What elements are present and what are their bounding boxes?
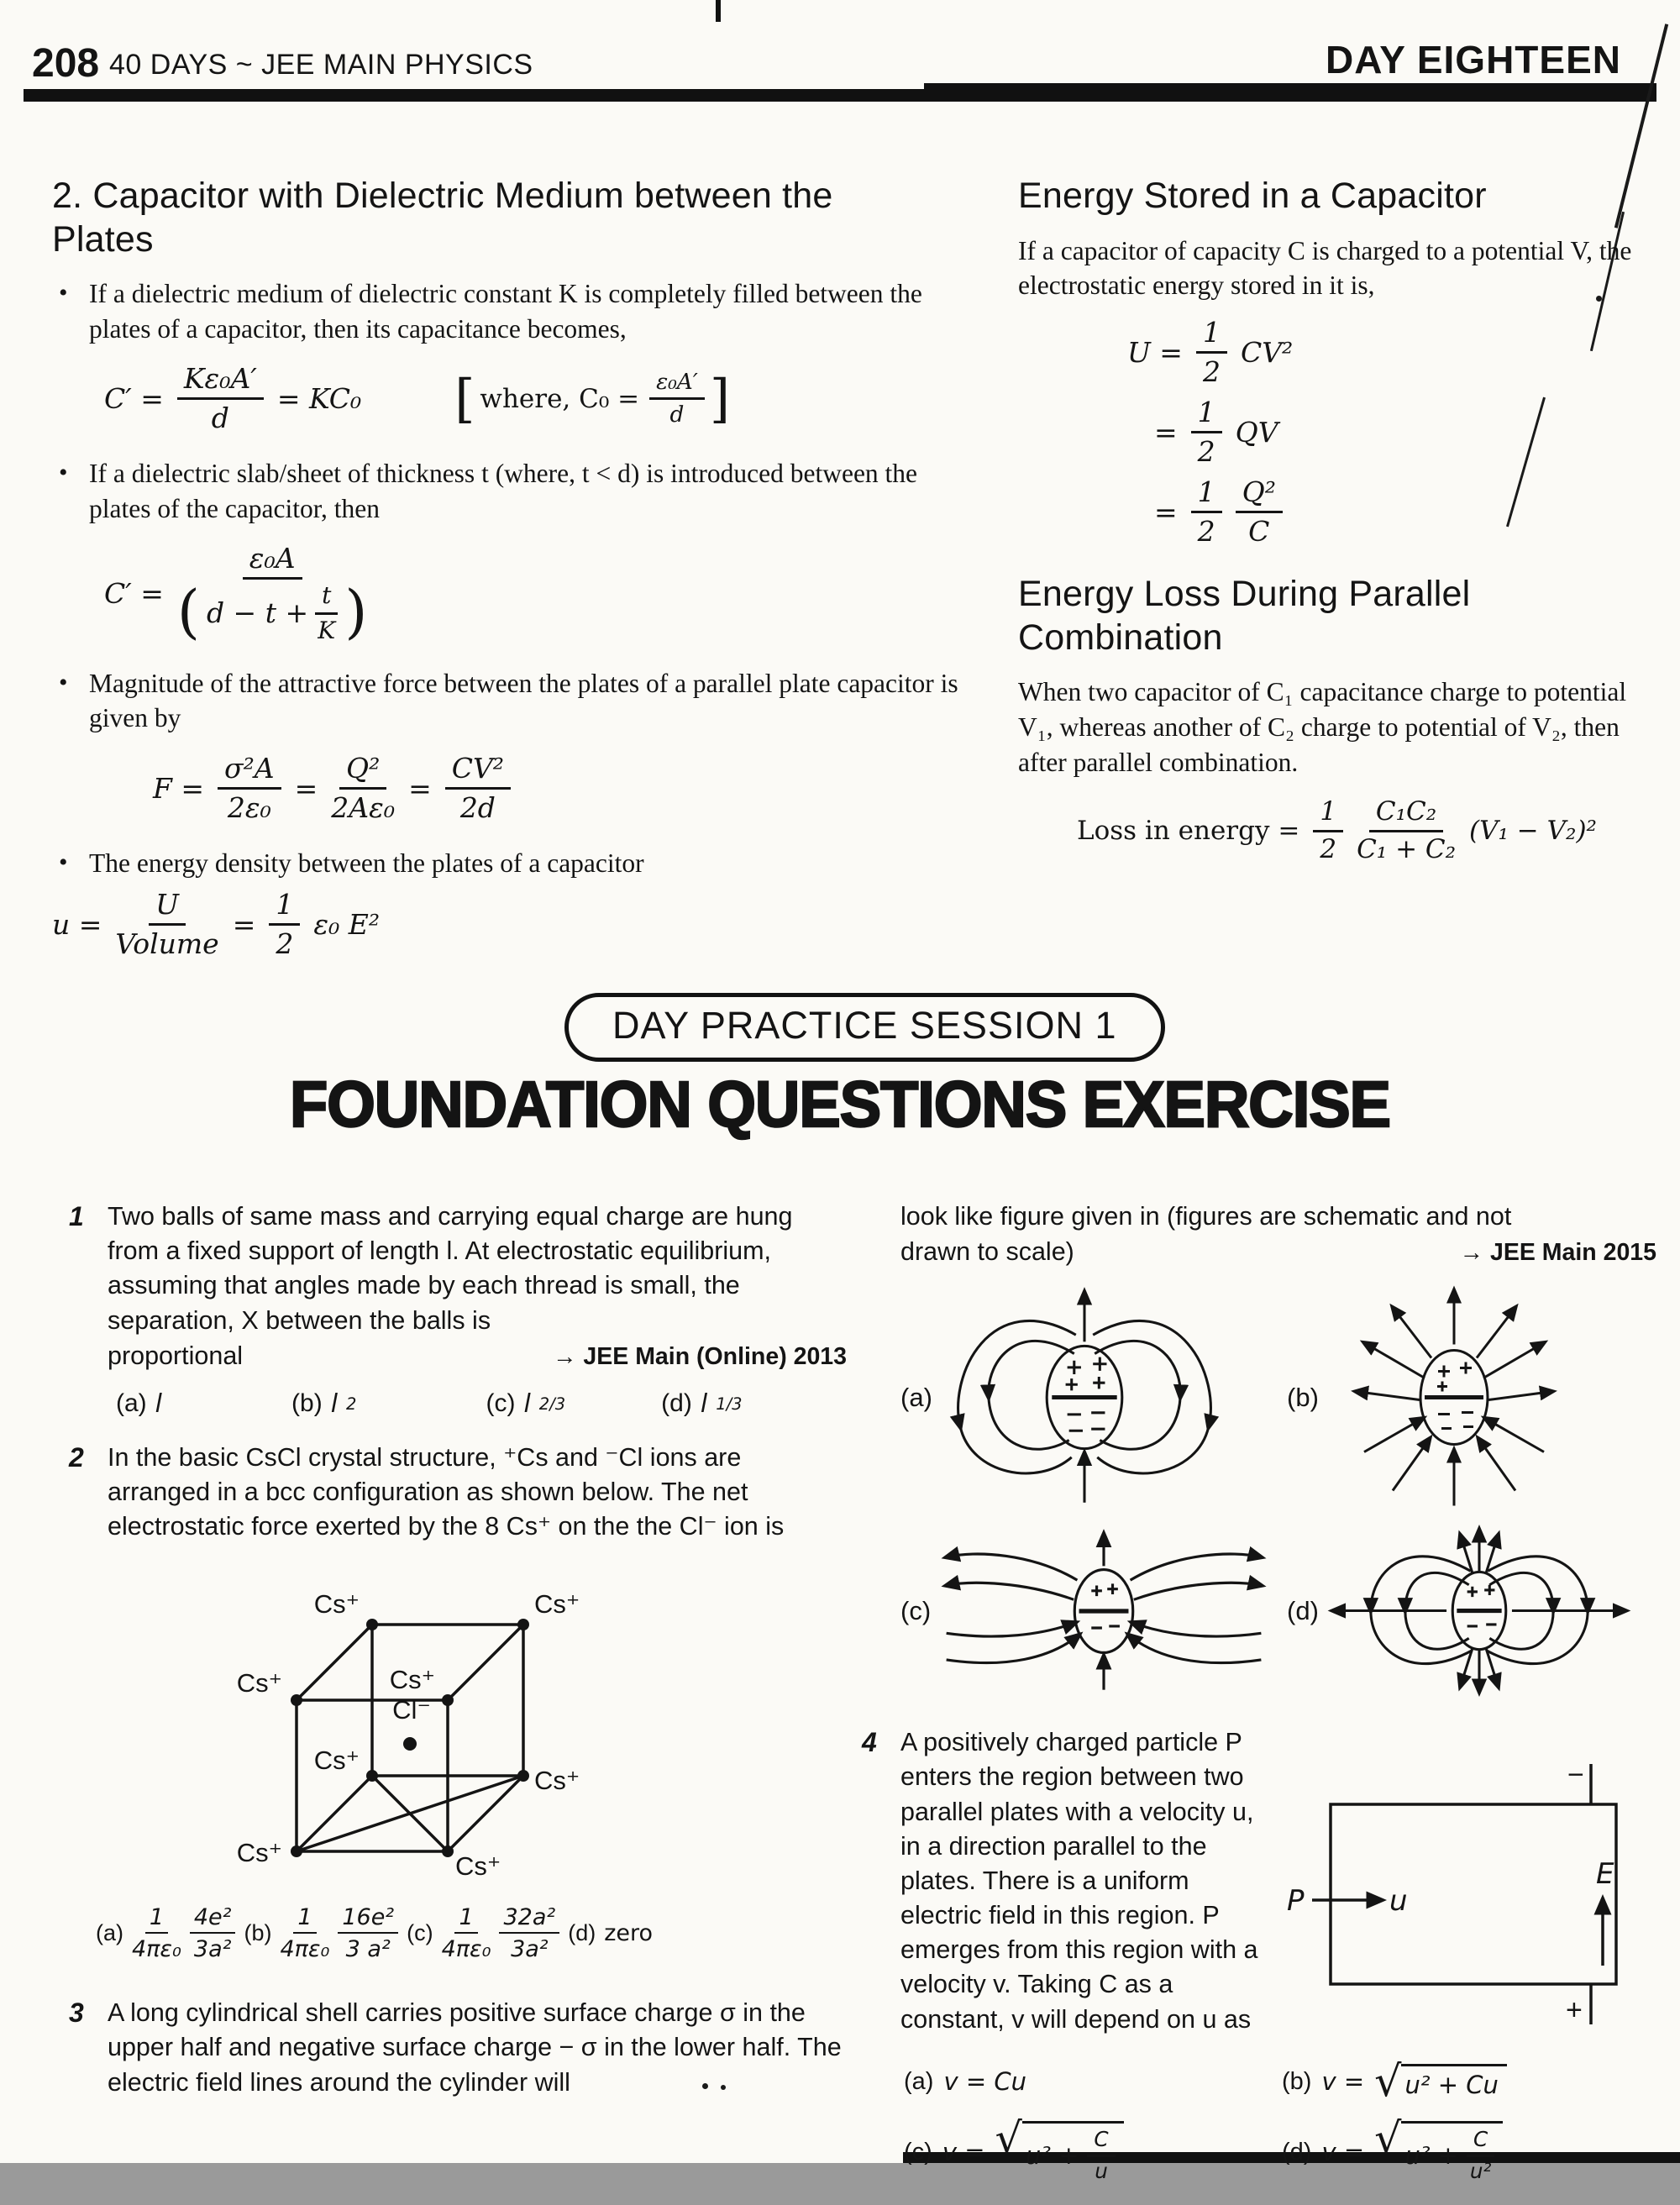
question-2 bbox=[69, 1441, 847, 1963]
figure-c bbox=[900, 1525, 1287, 1697]
velocity-label: u bbox=[1389, 1884, 1408, 1919]
formula-energy-loss: Loss in energy = $\frac{1}{2}$ $\frac{\text{C₁C₂}}{\text{C₁ + C₂}}$ (V₁ − V₂)² bbox=[1077, 795, 1597, 864]
theory-left-column bbox=[52, 175, 959, 982]
formula-energy-q2c: = $\frac{1}{2}$ $\frac{\text{Q²}}{C}$ bbox=[1154, 476, 1656, 548]
option-d: (d) v = √ u² + $\frac{C}{\text{u²}}$ bbox=[1282, 2121, 1643, 2183]
cs-ion-label: Cs⁺ bbox=[534, 1589, 580, 1620]
bullet-icon: • bbox=[59, 459, 68, 487]
book-title: 40 DAYS ~ JEE MAIN PHYSICS bbox=[109, 49, 533, 81]
formula-attractive-force: F = $\frac{\text{σ²A}}{\text{2ε₀}}$ = $\frac{\text{Q²}}{\text{2Aε₀}}$ = $\frac{\text{CV²}}{2d}$ bbox=[153, 753, 959, 824]
figure-a-field-lines-svg bbox=[937, 1282, 1231, 1513]
where-text: where, C₀ = bbox=[480, 383, 640, 414]
formula-lhs: C′ = bbox=[104, 382, 164, 416]
figure-b-label: (b) bbox=[1287, 1382, 1319, 1412]
fraction: $\frac{\text{Q²}}{\text{2Aε₀}}$ bbox=[331, 751, 396, 824]
field-label: E bbox=[1596, 1857, 1614, 1892]
jee-source-tag: → JEE Main (Online) 2013 bbox=[552, 1342, 847, 1370]
question-text: In the basic CsCl crystal structure, ⁺Cs and ⁻Cl ions are arranged in a bcc configuration as shown below. The net electrostatic force exerted by the 8 Cs⁺ on the the Cl⁻ ion is bbox=[108, 1442, 785, 1541]
formula-rhs: = KC₀ bbox=[276, 382, 362, 416]
formula-energy-cv2: U = $\frac{1}{2}$ CV² bbox=[1127, 316, 1294, 389]
fraction: $\frac{1}{2}$ bbox=[269, 889, 300, 960]
option-a: (a) v = Cu bbox=[904, 2067, 1026, 2097]
practice-session-badge: DAY PRACTICE SESSION 1 bbox=[564, 993, 1165, 1062]
cs-ion-label: Cs⁺ bbox=[236, 1668, 282, 1698]
right-paren: ) bbox=[344, 579, 368, 647]
plus-terminal-label: + bbox=[1566, 1994, 1583, 2027]
option-a: (a) l bbox=[116, 1389, 163, 1419]
fraction: $\frac{\text{C₁C₂}}{\text{C₁ + C₂}}$ bbox=[1357, 795, 1457, 864]
option-c: (c) l 2/3 bbox=[486, 1389, 566, 1419]
fraction: $\frac{1}{2}$ bbox=[1191, 476, 1222, 548]
bullet-icon: • bbox=[59, 279, 68, 307]
jee-source-tag: → JEE Main 2015 bbox=[1459, 1239, 1656, 1267]
cs-ion-label: Cs⁺ bbox=[455, 1851, 501, 1882]
cs-ion-label: Cs⁺ bbox=[389, 1665, 435, 1695]
bullet-text: If a dielectric medium of dielectric constant K is completely filled between the plates of a capacitor, then its capacitance becomes, bbox=[89, 279, 922, 344]
question-number: 3 bbox=[69, 1998, 84, 2029]
option-c: (c) $\frac{1}{\text{4πε₀}}$ $\frac{\text{32a²}}{\text{3a²}}$ bbox=[407, 1904, 559, 1962]
figure-a-label: (a) bbox=[900, 1382, 932, 1412]
formula-lhs: F = bbox=[153, 771, 205, 805]
section-heading-energy-stored: Energy Stored in a Capacitor bbox=[1018, 176, 1487, 216]
question-1 bbox=[69, 1200, 847, 1419]
day-label: DAY EIGHTEEN bbox=[1326, 38, 1621, 81]
fraction: $\frac{\text{σ²A}}{\text{2ε₀}}$ bbox=[218, 753, 281, 824]
paragraph: When two capacitor of C₁ capacitance charge to potential V₁, whereas another of C₂ charge to potential of V₂, then after parallel combination. bbox=[1018, 677, 1627, 777]
theory-right-column bbox=[1018, 175, 1656, 864]
question-3-continuation bbox=[900, 1200, 1656, 1267]
figure-c-field-lines-svg bbox=[936, 1527, 1272, 1695]
field-line-figures bbox=[900, 1282, 1656, 1697]
formula-energy-qv: = $\frac{1}{2}$ QV bbox=[1154, 396, 1278, 469]
formula-capacitance-with-slab bbox=[104, 542, 959, 647]
page-number: 208 bbox=[32, 41, 100, 86]
questions-left-column bbox=[69, 1200, 847, 2122]
option-a: (a) $\frac{1}{\text{4πε₀}}$ $\frac{\text{4e²}}{\text{3a²}}$ bbox=[96, 1904, 235, 1962]
option-b: (b) l 2 bbox=[291, 1389, 357, 1419]
figure-d-label: (d) bbox=[1287, 1595, 1319, 1625]
fraction: $\frac{C}{u}$ bbox=[1087, 2128, 1115, 2183]
right-bracket: ] bbox=[709, 367, 731, 429]
section-heading-capacitor-dielectric: 2. Capacitor with Dielectric Medium between the Plates bbox=[52, 176, 833, 260]
question-4 bbox=[862, 1725, 1656, 2183]
figure-d bbox=[1287, 1525, 1656, 1697]
fraction: $\frac{\text{Q²}}{C}$ bbox=[1236, 476, 1283, 548]
particle-label: P bbox=[1287, 1884, 1305, 1919]
where-note bbox=[454, 367, 731, 429]
parallel-plates-figure bbox=[1278, 1756, 1656, 2037]
question-number: 4 bbox=[862, 1727, 877, 1758]
continuation-text-2: drawn to scale) bbox=[900, 1237, 1074, 1267]
formula-rhs: ε₀ E² bbox=[313, 908, 381, 942]
cs-ion-label: Cs⁺ bbox=[534, 1766, 580, 1796]
question-text: Two balls of same mass and carrying equal charge are hung from a fixed support of length l. At electrostatic equilibrium, assuming that angles made by each thread is small, the separation, X between the balls is bbox=[108, 1202, 793, 1335]
bullet-item bbox=[52, 666, 968, 736]
q1-options bbox=[116, 1389, 847, 1419]
formula-lhs: C′ = bbox=[104, 577, 164, 611]
fraction: ε₀A ( d − t + $\frac{t}{K}$ ) bbox=[176, 542, 368, 647]
cs-ion-label: Cs⁺ bbox=[236, 1838, 282, 1868]
cs-ion-label: Cs⁺ bbox=[313, 1746, 360, 1776]
fraction: $\frac{1}{2}$ bbox=[1313, 797, 1343, 864]
parallel-plates-svg bbox=[1278, 1756, 1656, 2033]
fraction: $\frac{1}{2}$ bbox=[1196, 317, 1227, 388]
exercise-title: FOUNDATION QUESTIONS EXERCISE bbox=[290, 1068, 1390, 1141]
cscl-crystal-figure bbox=[234, 1566, 847, 1889]
option-c: (c) v = √ u² + $\frac{C}{u}$ bbox=[904, 2121, 1282, 2183]
bullet-text: If a dielectric slab/sheet of thickness t (where, t < d) is introduced between the plates of the capacitor, then bbox=[89, 459, 918, 523]
cs-ion-label: Cs⁺ bbox=[313, 1589, 360, 1620]
section-heading-energy-loss: Energy Loss During Parallel Combination bbox=[1018, 574, 1471, 658]
figure-d-field-lines-svg bbox=[1324, 1525, 1635, 1697]
option-b: (b) $\frac{1}{\text{4πε₀}}$ $\frac{\text{16e²}}{\text{3 a²}}$ bbox=[244, 1904, 398, 1962]
square-root: √ u² + $\frac{C}{u}$ bbox=[995, 2121, 1124, 2183]
formula-lhs: u = bbox=[52, 908, 102, 942]
fraction: $\frac{\text{CV²}}{2d}$ bbox=[445, 753, 511, 824]
question-number: 2 bbox=[69, 1441, 84, 1473]
figure-c-label: (c) bbox=[900, 1595, 932, 1625]
bullet-icon: • bbox=[59, 848, 68, 876]
cube-ion-labels bbox=[237, 1589, 580, 1881]
figure-b-field-lines-svg bbox=[1324, 1282, 1584, 1513]
square-root: √ u² + Cu bbox=[1374, 2064, 1507, 2099]
q2-options bbox=[96, 1904, 847, 1962]
fraction: $\frac{\text{ε₀A′}}{d}$ bbox=[649, 370, 705, 428]
bullet-item bbox=[52, 846, 968, 881]
fraction: $\frac{U}{\text{Volume}}$ bbox=[115, 888, 219, 961]
fraction: $\frac{t}{K}$ bbox=[315, 582, 338, 644]
option-b: (b) v = √ u² + Cu bbox=[1282, 2064, 1643, 2099]
minus-terminal-label: − bbox=[1567, 1759, 1584, 1792]
option-d: (d) l 1/3 bbox=[661, 1389, 743, 1419]
header-rule bbox=[24, 89, 1656, 102]
figure-a bbox=[900, 1282, 1287, 1513]
bullet-text: Magnitude of the attractive force between the plates of a parallel plate capacitor is given by bbox=[89, 668, 958, 733]
cscl-cube-svg bbox=[234, 1566, 628, 1885]
bullet-text: The energy density between the plates of a capacitor bbox=[89, 848, 644, 878]
question-text: A long cylindrical shell carries positive surface charge σ in the upper half and negative surface charge − σ in the lower half. The electric field lines around the cylinder will bbox=[108, 1998, 842, 2097]
figure-b bbox=[1287, 1282, 1656, 1513]
q4-options bbox=[904, 2056, 1656, 2183]
option-d: (d) zero bbox=[568, 1920, 654, 1947]
bullet-item bbox=[52, 276, 968, 346]
bullet-item bbox=[52, 456, 968, 526]
question-number: 1 bbox=[69, 1201, 84, 1231]
scan-artifact-tick bbox=[716, 0, 721, 22]
cl-ion-label: Cl⁻ bbox=[392, 1695, 431, 1725]
formula-capacitance-with-dielectric bbox=[104, 363, 959, 434]
question-text: A positively charged particle P enters the region between two parallel plates with a velocity u, in a direction parallel to the plates. There is a uniform electric field in this region. P emerges from this region with a velocity v. Taking C as a constant, v will depend on u as bbox=[900, 1728, 1258, 2034]
bullet-icon: • bbox=[59, 668, 68, 696]
square-root: √ u² + $\frac{C}{\text{u²}}$ bbox=[1374, 2121, 1503, 2183]
fraction: $\frac{1}{2}$ bbox=[1191, 396, 1222, 468]
question-3 bbox=[69, 1996, 847, 2100]
left-bracket: [ bbox=[454, 367, 475, 429]
formula-energy-density: u = $\frac{U}{\text{Volume}}$ = $\frac{1}{2}$ ε₀ E² bbox=[52, 888, 381, 961]
fraction: $\frac{\text{Kε₀A′}}{d}$ bbox=[177, 363, 264, 434]
continuation-text: look like figure given in (figures are schematic and not bbox=[900, 1202, 1512, 1231]
fraction: $\frac{C}{\text{u²}}$ bbox=[1467, 2128, 1494, 2183]
left-paren: ( bbox=[176, 579, 200, 647]
header-rule-right bbox=[924, 83, 1656, 91]
question-text-cont: proportional bbox=[108, 1341, 244, 1370]
questions-right-column bbox=[862, 1200, 1656, 2205]
paragraph: If a capacitor of capacity C is charged to a potential V, the electrostatic energy stored in it is, bbox=[1018, 235, 1632, 301]
